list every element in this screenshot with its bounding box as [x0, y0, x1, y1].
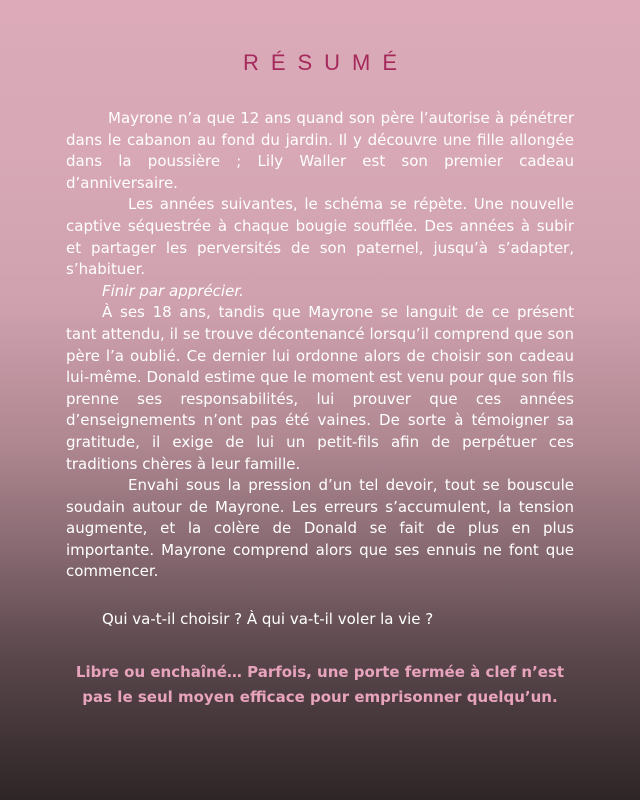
page-title: RÉSUMÉ [242, 50, 410, 75]
tagline [0, 660, 640, 710]
paragraph-1: Mayrone n’a que 12 ans quand son père l’autorise à pénétrer dans le cabanon au fond du jardin. Il y découvre une fille allongée dans la poussière ; Lily Waller est son premier cadeau d’anniversaire. [66, 109, 574, 192]
paragraph-4: À ses 18 ans, tandis que Mayrone se languit de ce présent tant attendu, il se trouve décontenancé lorsqu’il comprend que son père l’a oublié. Ce dernier lui ordonne alors de choisir son cadeau lui-même. Donald estime que le moment est venu pour que son fils prenne ses responsabilités, lui prouver que ces années d’enseignements n’ont pas été vaines. De sorte à témoigner sa gratitude, il exige de lui un petit-fils afin de perpétuer ces traditions chères à leur famille. [66, 303, 574, 473]
paragraph-2: Les années suivantes, le schéma se répète. Une nouvelle captive séquestrée à chaque bougie soufflée. Des années à subir et partager les perversités de son paternel, jusqu’à s’adapter, s’habituer. [66, 195, 574, 279]
question-line: Qui va-t-il choisir ? À qui va-t-il voler la vie ? [102, 610, 434, 628]
paragraph-3-italic: Finir par apprécier. [102, 281, 244, 300]
summary-body [66, 108, 574, 583]
paragraph-5: Envahi sous la pression d’un tel devoir, tout se bouscule soudain autour de Mayrone. Les erreurs s’accumulent, la tension augmente, et la colère de Donald se fait de plus en plus importante. Mayrone comprend alors que ses ennuis ne font que commencer. [66, 476, 574, 581]
tagline-line-1: Libre ou enchaîné… Parfois, une porte fermée à clef n’est [75, 663, 565, 681]
tagline-line-2: pas le seul moyen efficace pour emprisonner quelqu’un. [82, 688, 558, 706]
